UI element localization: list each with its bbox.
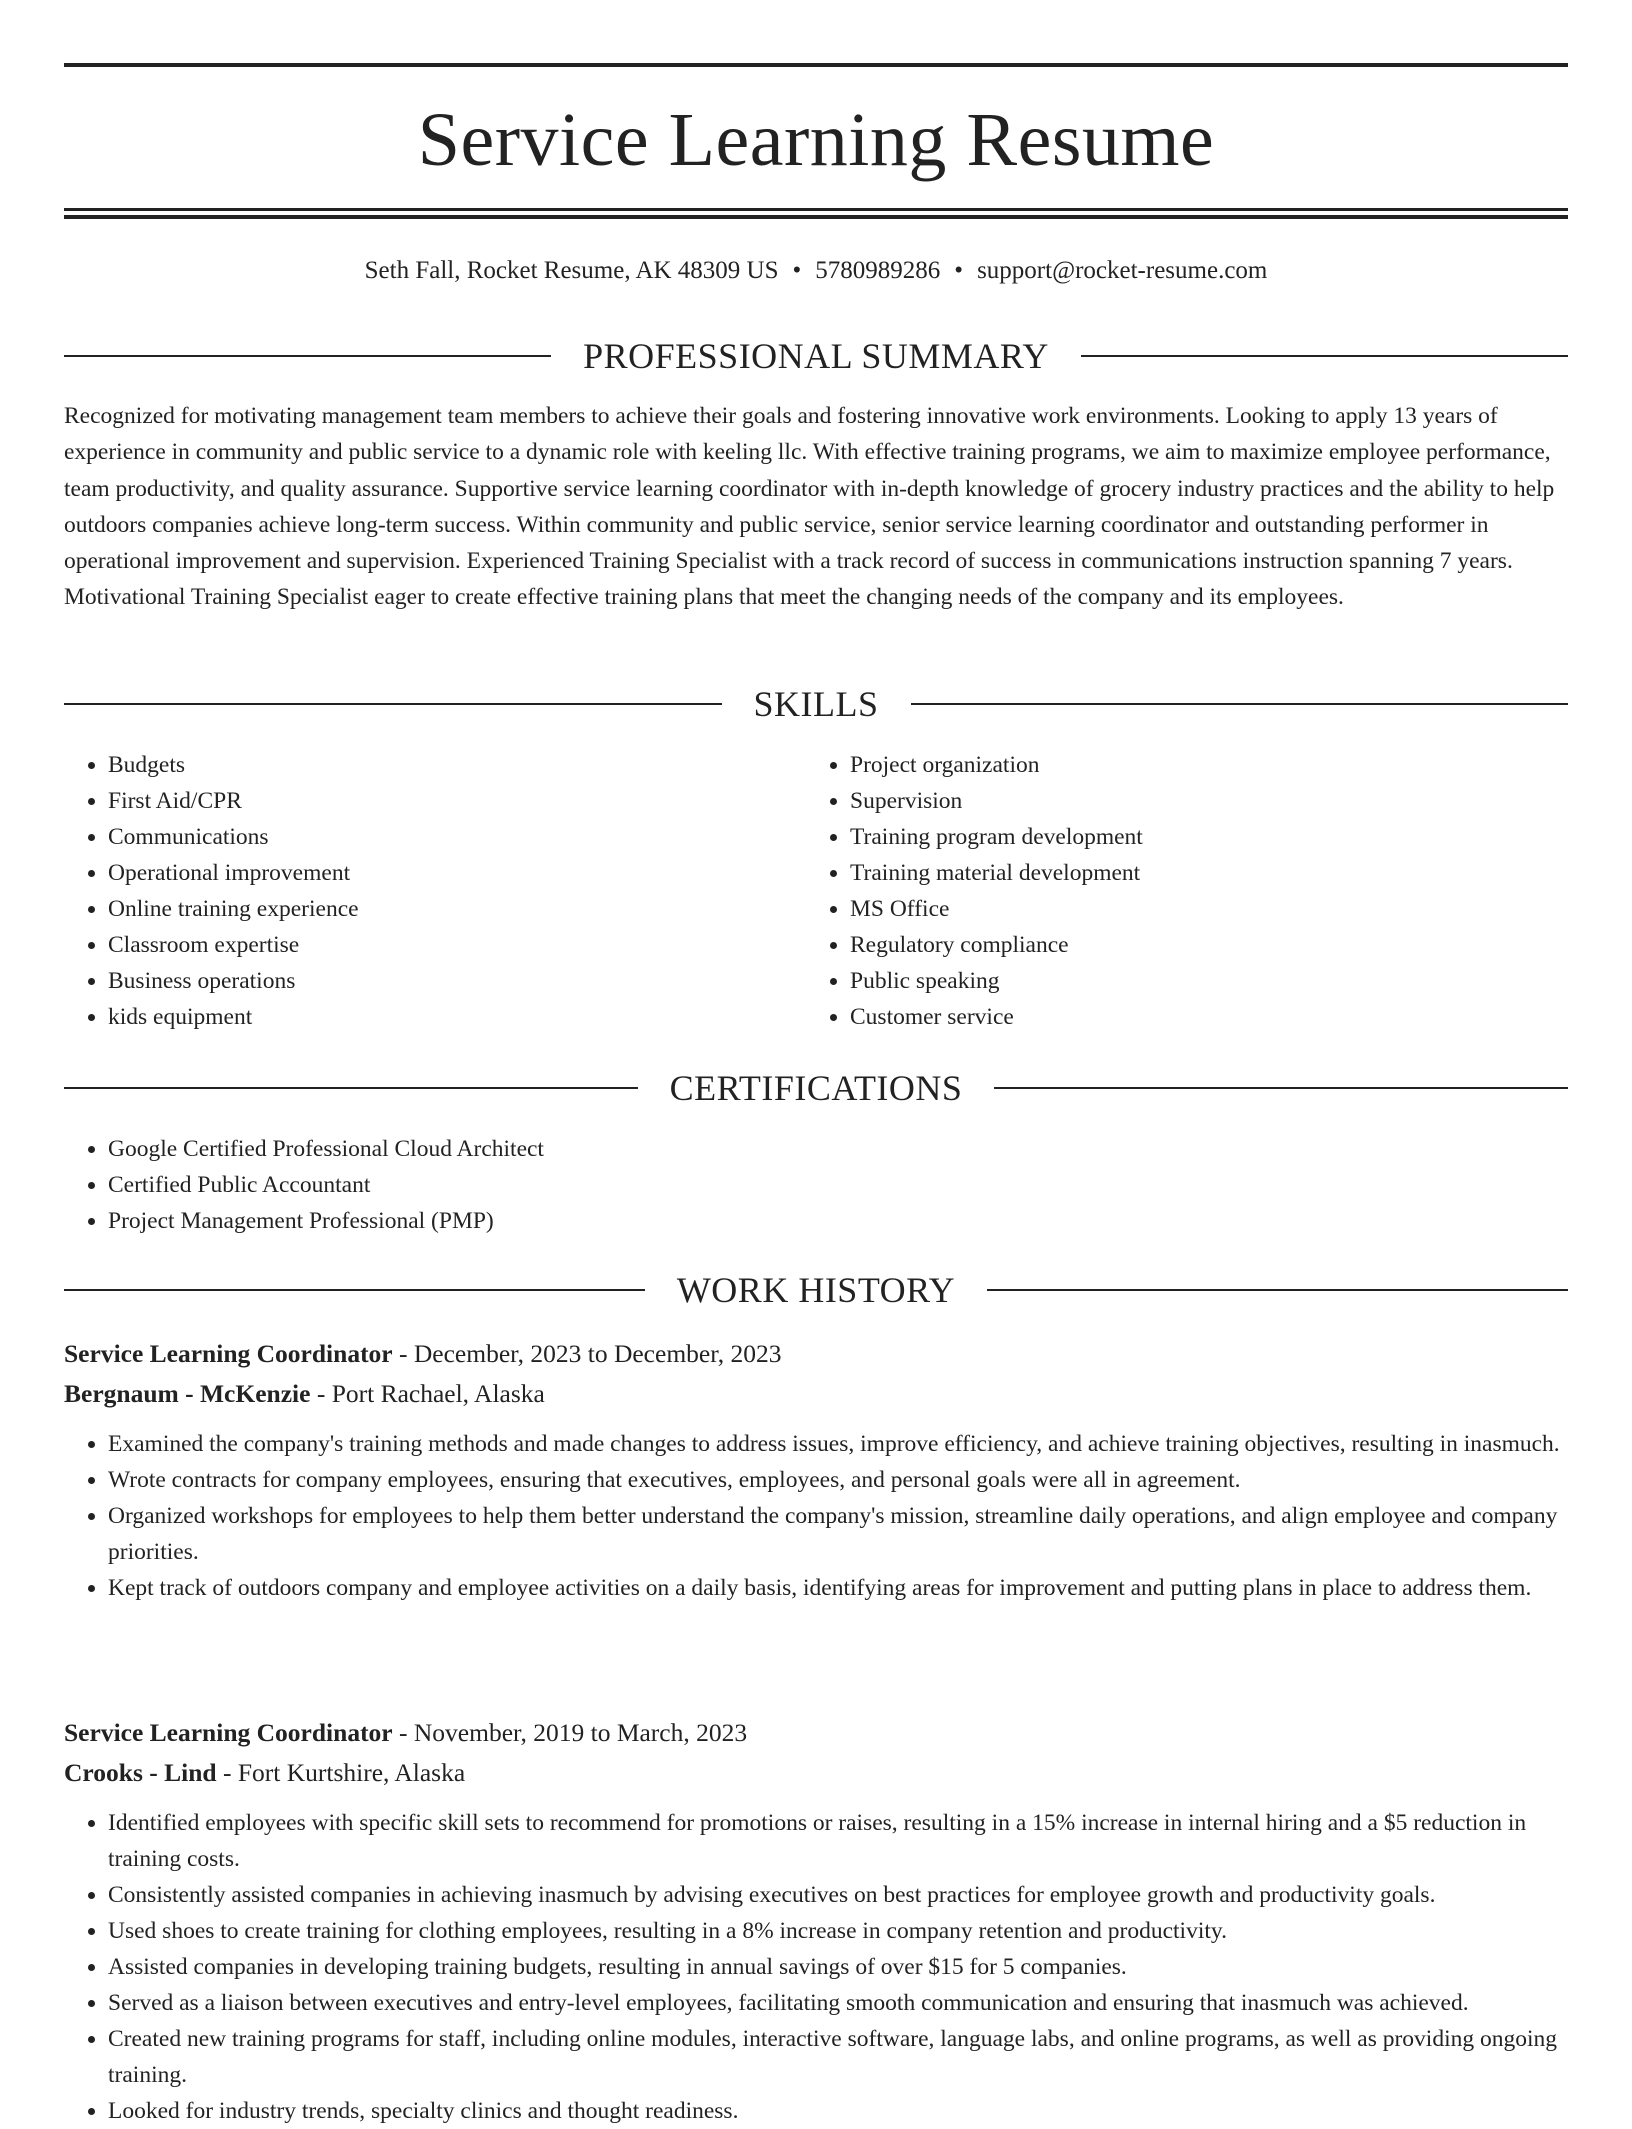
section-rule [994, 1087, 1568, 1089]
job-bullet: • Consistently assisted companies in achieving inasmuch by advising executives on best practices for employee growth and productivity goals. [108, 1877, 1568, 1913]
skill-item: • Training program development [850, 819, 1506, 855]
job-bullets [64, 1805, 1568, 2129]
contact-separator: • [954, 257, 964, 284]
contact-email: support@rocket-resume.com [977, 257, 1268, 284]
section-rule [1081, 355, 1568, 357]
contact-separator: • [792, 257, 802, 284]
contact-address: Seth Fall, Rocket Resume, AK 48309 US [364, 257, 779, 284]
job-title: Service Learning Coordinator [64, 1339, 393, 1368]
job-bullet: • Created new training programs for staff, including online modules, interactive software, language labs, and online programs, as well as providing ongoing training. [108, 2021, 1568, 2093]
job-title-line: Service Learning Coordinator - December, 2023 to December, 2023 [64, 1339, 782, 1368]
top-rule [64, 63, 1568, 67]
job-bullet: • Served as a liaison between executives and entry-level employees, facilitating smooth communication and ensuring that inasmuch was achieved. [108, 1985, 1568, 2021]
summary-paragraph: Recognized for motivating management team members to achieve their goals and fostering innovative work environments. Looking to apply 13 years of experience in community and public service to a dynamic role with keeling llc. With effective training programs, we aim to maximize employee performance, team productivity, and quality assurance. Supportive service learning coordinator with in-depth knowledge of grocery industry practices and the ability to help outdoors companies achieve long-term success. Within community and public service, senior service learning coordinator and outstanding performer in operational improvement and supervision. Experienced Training Specialist with a track record of success in communications instruction spanning 7 years. Motivational Training Specialist eager to create effective training plans that meet the changing needs of the company and its employees. [64, 403, 1555, 611]
job-company-line: Bergnaum - McKenzie - Port Rachael, Alaska [64, 1379, 545, 1408]
resume-title: Service Learning Resume [417, 98, 1215, 182]
skill-item: • kids equipment [108, 999, 764, 1035]
skills-column-right [806, 747, 1506, 1035]
section-title-work-history: WORK HISTORY [676, 1270, 956, 1310]
job-location: Port Rachael, Alaska [331, 1379, 545, 1408]
skill-item: • Public speaking [850, 963, 1506, 999]
section-rule [64, 355, 551, 357]
job-dates: November, 2019 to March, 2023 [413, 1718, 748, 1747]
certifications-list [64, 1131, 1568, 1239]
skill-item: • Classroom expertise [108, 927, 764, 963]
contact-phone: 5780989286 [815, 257, 941, 284]
section-title-certifications: CERTIFICATIONS [669, 1068, 963, 1108]
skill-item: • Customer service [850, 999, 1506, 1035]
skills-list-left [64, 747, 764, 1035]
job-company: Crooks - Lind [64, 1758, 217, 1787]
job-bullet: • Used shoes to create training for clothing employees, resulting in a 8% increase in company retention and productivity. [108, 1913, 1568, 1949]
contact-line [64, 254, 1568, 288]
skill-item: • Budgets [108, 747, 764, 783]
job-bullet: • Wrote contracts for company employees, ensuring that executives, employees, and personal goals were all in agreement. [108, 1462, 1568, 1498]
certification-item: • Google Certified Professional Cloud Architect [108, 1131, 1568, 1167]
job-title-line: Service Learning Coordinator - November, 2019 to March, 2023 [64, 1718, 748, 1747]
skill-item: • Regulatory compliance [850, 927, 1506, 963]
skill-item: • MS Office [850, 891, 1506, 927]
job-bullet: • Organized workshops for employees to help them better understand the company's mission, streamline daily operations, and align employee and company priorities. [108, 1498, 1568, 1570]
skill-item: • Operational improvement [108, 855, 764, 891]
section-rule [64, 703, 722, 705]
section-title-skills: SKILLS [753, 684, 879, 724]
skill-item: • Business operations [108, 963, 764, 999]
section-rule [911, 703, 1569, 705]
skill-item: • Online training experience [108, 891, 764, 927]
skill-item: • Training material development [850, 855, 1506, 891]
section-title-summary: PROFESSIONAL SUMMARY [583, 336, 1049, 376]
job-bullet: • Identified employees with specific skill sets to recommend for promotions or raises, resulting in a 15% increase in internal hiring and a $5 reduction in training costs. [108, 1805, 1568, 1877]
certifications-block [64, 1131, 1568, 1239]
section-rule [987, 1289, 1568, 1291]
section-header-work-history [64, 1268, 1568, 1312]
job-bullet: • Kept track of outdoors company and employee activities on a daily basis, identifying areas for improvement and putting plans in place to address them. [108, 1570, 1568, 1606]
job-title: Service Learning Coordinator [64, 1718, 393, 1747]
title-rule-upper [64, 208, 1568, 211]
skill-item: • Communications [108, 819, 764, 855]
skills-column-left [64, 747, 764, 1035]
skill-item: • Project organization [850, 747, 1506, 783]
skills-list-right [806, 747, 1506, 1035]
job-bullets [64, 1426, 1568, 1606]
certification-item: • Certified Public Accountant [108, 1167, 1568, 1203]
job-entry [64, 1713, 1568, 2129]
section-rule [64, 1087, 638, 1089]
section-header-summary [64, 334, 1568, 378]
job-company-line: Crooks - Lind - Fort Kurtshire, Alaska [64, 1758, 466, 1787]
job-location: Fort Kurtshire, Alaska [237, 1758, 466, 1787]
certification-item: • Project Management Professional (PMP) [108, 1203, 1568, 1239]
job-bullet: • Looked for industry trends, specialty clinics and thought readiness. [108, 2093, 1568, 2129]
job-dates: December, 2023 to December, 2023 [413, 1339, 782, 1368]
job-entry [64, 1334, 1568, 1606]
job-bullet: • Assisted companies in developing training budgets, resulting in annual savings of over $15 for 5 companies. [108, 1949, 1568, 1985]
job-company: Bergnaum - McKenzie [64, 1379, 311, 1408]
section-header-certifications [64, 1066, 1568, 1110]
title-rule-lower [64, 215, 1568, 219]
skill-item: • First Aid/CPR [108, 783, 764, 819]
job-bullet: • Examined the company's training methods and made changes to address issues, improve efficiency, and achieve training objectives, resulting in inasmuch. [108, 1426, 1568, 1462]
section-rule [64, 1289, 645, 1291]
section-header-skills [64, 682, 1568, 726]
skill-item: • Supervision [850, 783, 1506, 819]
